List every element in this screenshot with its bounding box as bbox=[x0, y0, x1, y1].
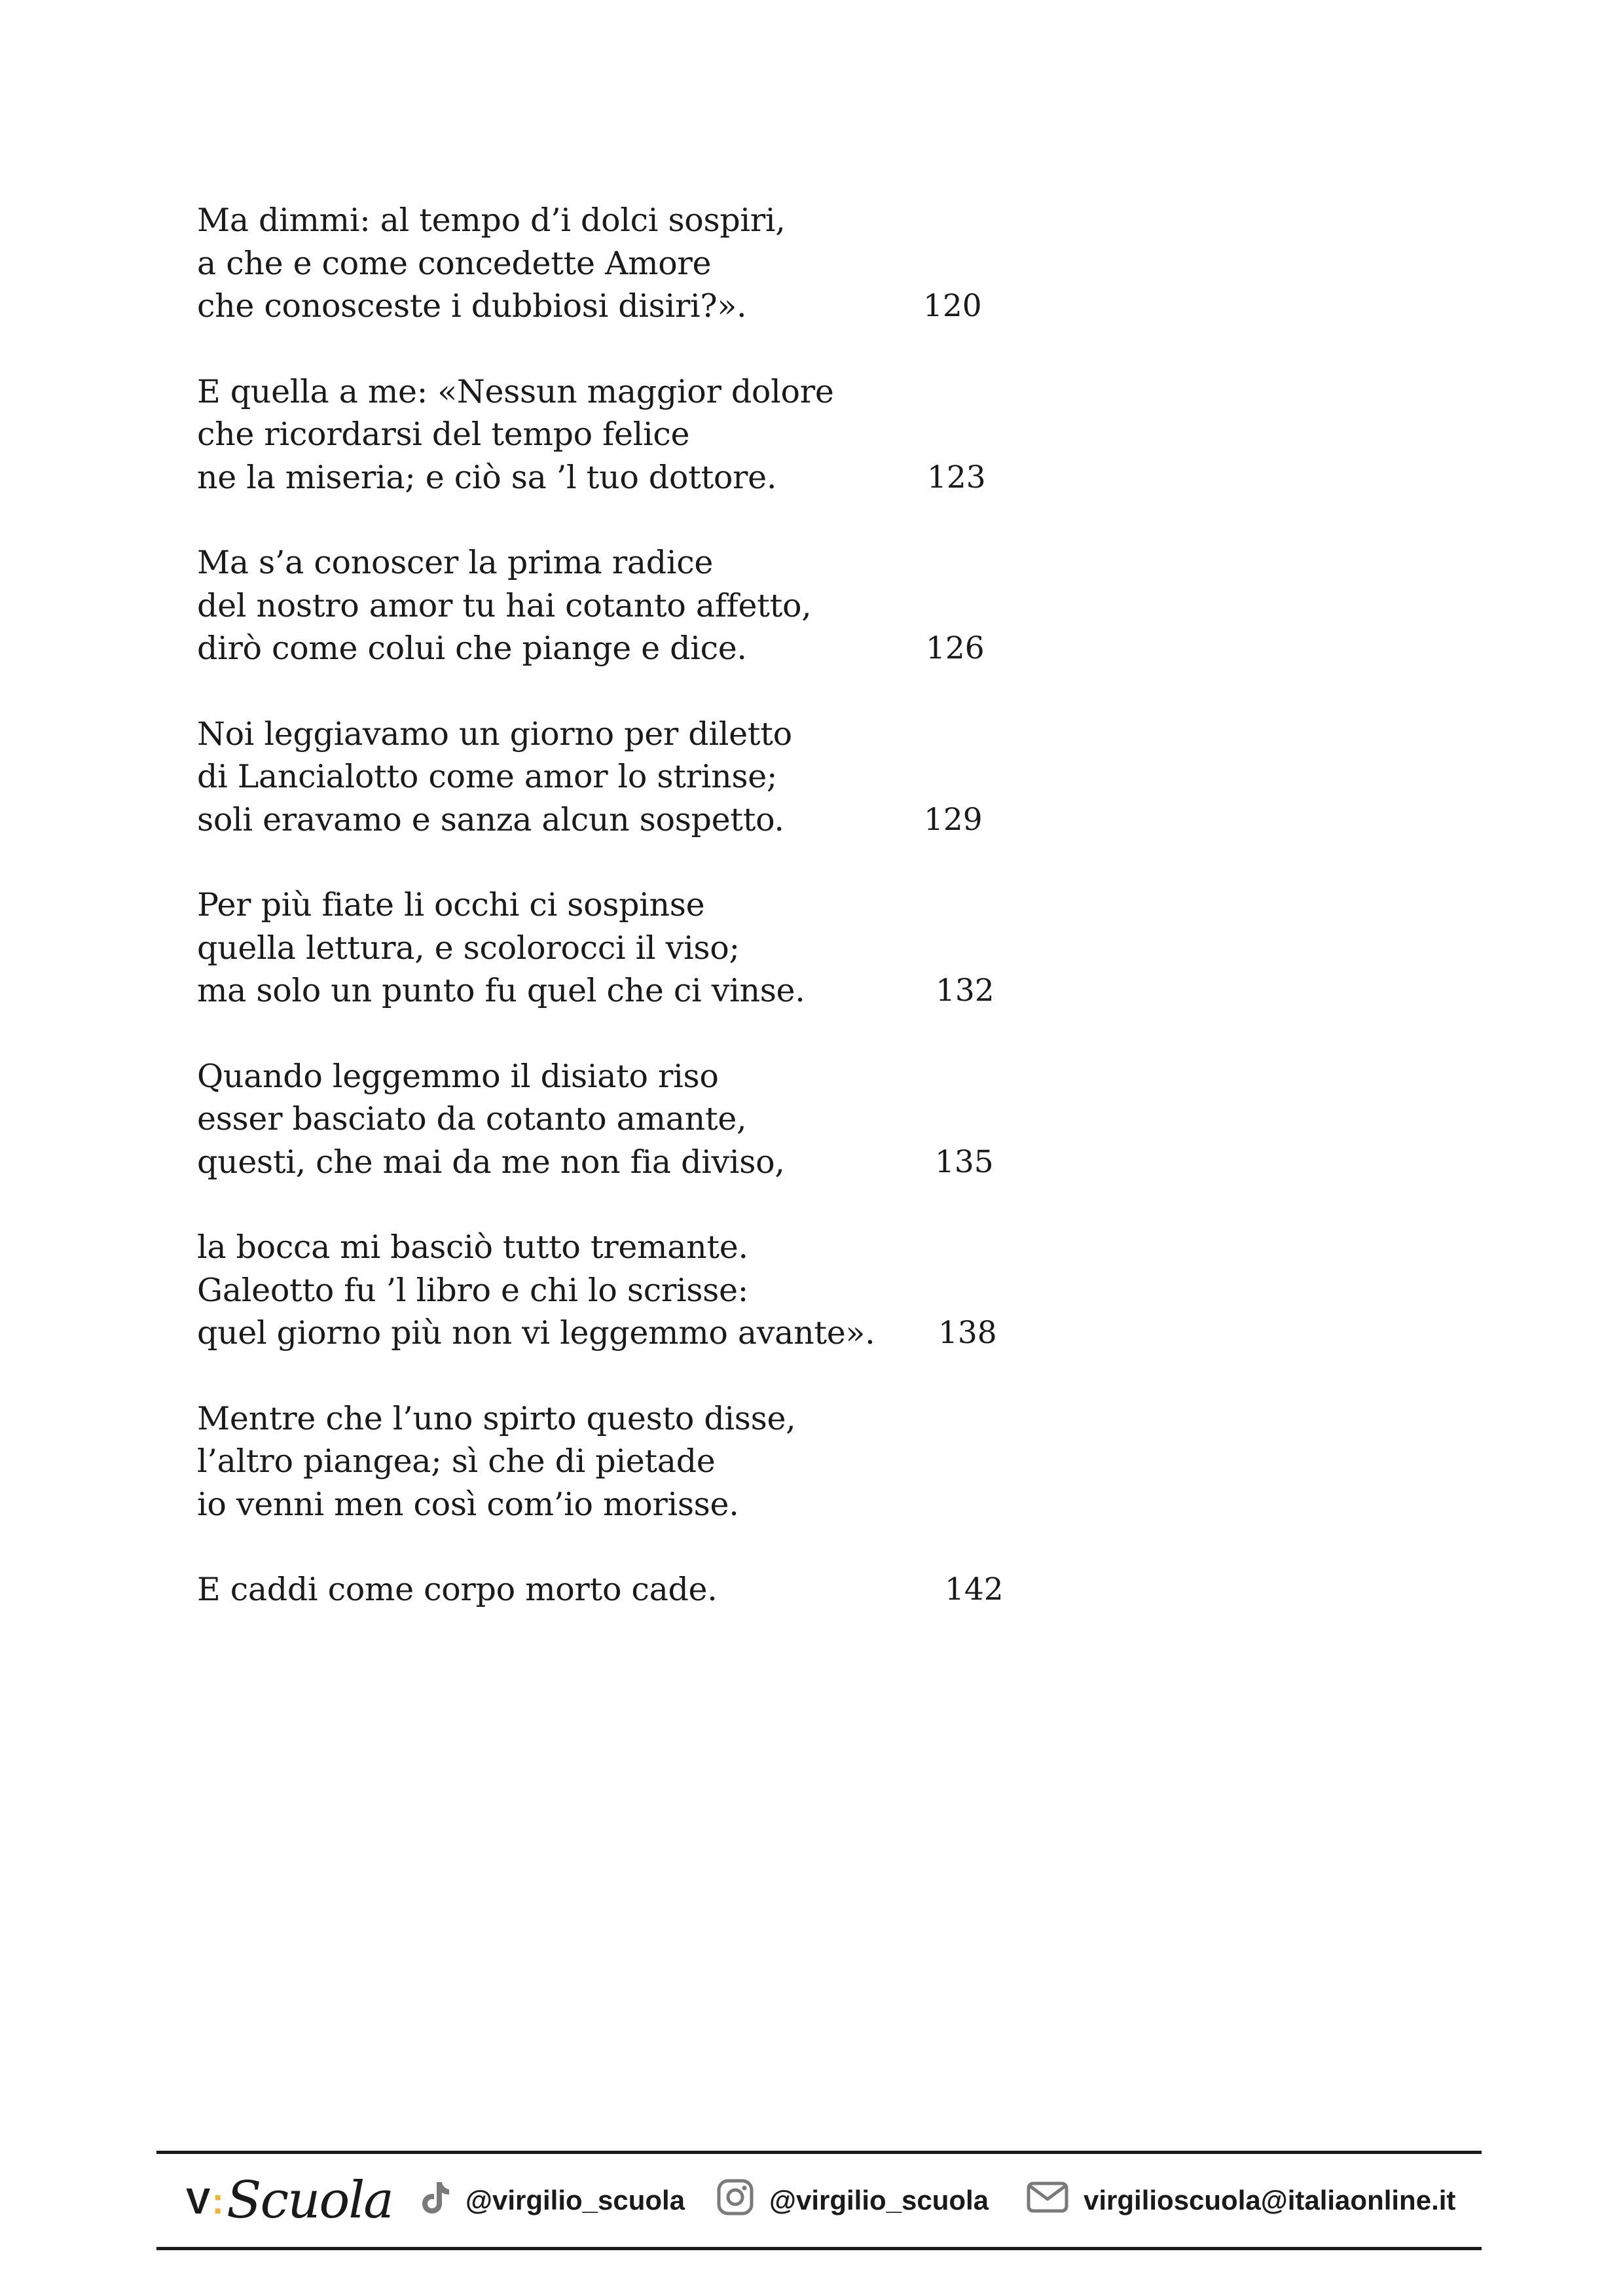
verse-line: Ma dimmi: al tempo d’i dolci sospiri, bbox=[197, 202, 786, 239]
tiktok-handle: @virgilio_scuola bbox=[465, 2185, 685, 2215]
virgilio-scuola-logo[interactable] bbox=[186, 2154, 393, 2247]
verse-line: soli eravamo e sanza alcun sospetto. bbox=[197, 800, 784, 838]
verse-line: quella lettura, e scolorocci il viso; bbox=[197, 929, 740, 967]
line-number: 138 bbox=[938, 1315, 997, 1351]
stanza bbox=[197, 541, 1048, 670]
verse-line: ma solo un punto fu quel che ci vinse. bbox=[197, 972, 805, 1009]
email-address: virgilioscuola@italiaonline.it bbox=[1084, 2185, 1456, 2215]
line-number: 142 bbox=[945, 1571, 1004, 1607]
verse-line: ne la miseria; e ciò sa ’l tuo dottore. bbox=[197, 458, 777, 496]
poem bbox=[197, 199, 1048, 1654]
verse-line: a che e come concedette Amore bbox=[197, 244, 712, 282]
verse-line: E quella a me: «Nessun maggior dolore bbox=[197, 372, 834, 410]
verse-line: esser basciato da cotanto amante, bbox=[197, 1100, 747, 1138]
verse-line: che ricordarsi del tempo felice bbox=[197, 416, 690, 453]
instagram-icon bbox=[716, 2178, 755, 2223]
stanza bbox=[197, 199, 1048, 328]
stanza bbox=[197, 1055, 1048, 1184]
line-number: 120 bbox=[923, 288, 982, 324]
instagram-link[interactable] bbox=[716, 2154, 989, 2247]
line-number: 123 bbox=[927, 459, 986, 495]
tiktok-link[interactable] bbox=[420, 2154, 685, 2247]
stanza bbox=[197, 370, 1048, 499]
mail-icon bbox=[1026, 2181, 1069, 2220]
verse-line: io venni men così com’io morisse. bbox=[197, 1485, 739, 1523]
verse-line: E caddi come corpo morto cade. bbox=[197, 1571, 718, 1608]
email-link[interactable] bbox=[1026, 2154, 1455, 2247]
verse-line: Noi leggiavamo un giorno per diletto bbox=[197, 715, 792, 753]
tiktok-icon bbox=[420, 2179, 451, 2221]
verse-line: Ma s’a conoscer la prima radice bbox=[197, 544, 714, 581]
footer bbox=[156, 2151, 1482, 2250]
stanza bbox=[197, 1397, 1048, 1526]
logo-v: V bbox=[186, 2179, 211, 2221]
verse-line: del nostro amor tu hai cotanto affetto, bbox=[197, 586, 812, 624]
verse-line: di Lancialotto come amor lo strinse; bbox=[197, 758, 778, 795]
verse-line: l’altro piangea; sì che di pietade bbox=[197, 1443, 716, 1480]
line-number: 129 bbox=[924, 801, 983, 838]
line-number: 132 bbox=[936, 973, 994, 1009]
stanza bbox=[197, 1226, 1048, 1355]
verse-line: quel giorno più non vi leggemmo avante». bbox=[197, 1314, 875, 1352]
verse-line: Quando leggemmo il disiato riso bbox=[197, 1057, 719, 1095]
stanza bbox=[197, 713, 1048, 842]
instagram-handle: @virgilio_scuola bbox=[769, 2185, 989, 2215]
verse-line: Mentre che l’uno spirto questo disse, bbox=[197, 1399, 796, 1437]
verse-line: questi, che mai da me non fia diviso, bbox=[197, 1143, 785, 1181]
verse-line: Per più fiate li occhi ci sospinse bbox=[197, 886, 705, 924]
stanza bbox=[197, 884, 1048, 1013]
verse-line: la bocca mi basciò tutto tremante. bbox=[197, 1229, 748, 1266]
verse-line: dirò come colui che piange e dice. bbox=[197, 630, 747, 667]
logo-colon: : bbox=[211, 2179, 225, 2221]
stanza bbox=[197, 1568, 1048, 1611]
logo-script: Scuola bbox=[227, 2171, 393, 2230]
line-number: 126 bbox=[926, 630, 985, 666]
line-number: 135 bbox=[935, 1143, 994, 1180]
verse-line: che conosceste i dubbiosi disiri?». bbox=[197, 287, 747, 325]
verse-line: Galeotto fu ’l libro e chi lo scrisse: bbox=[197, 1271, 748, 1309]
